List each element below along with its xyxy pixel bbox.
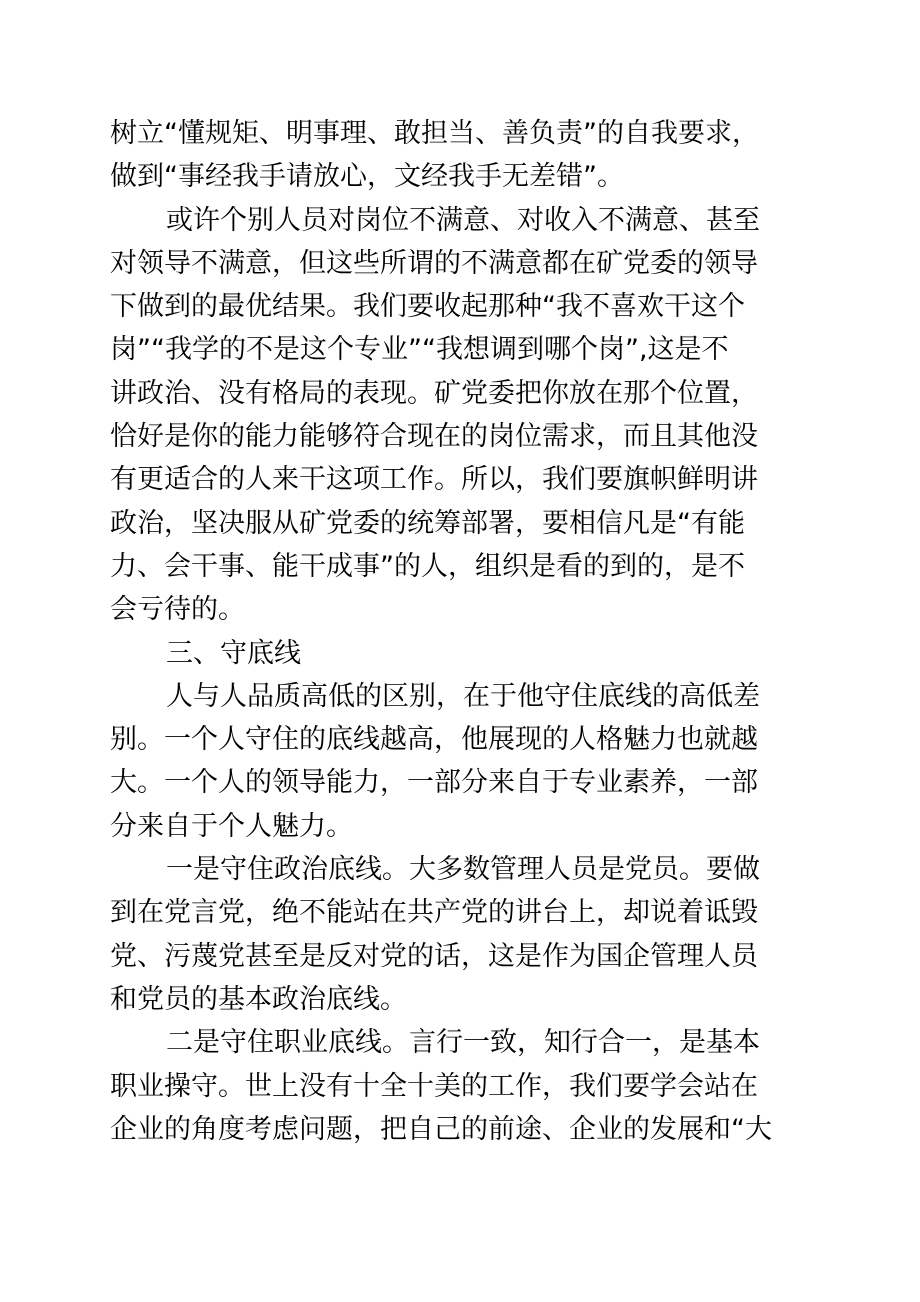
- document-body: [110, 112, 810, 1151]
- text-line: 一是守住政治底线。大多数管理人员是党员。要做: [166, 854, 760, 886]
- text-line: 职业操守。世上没有十全十美的工作，我们要学会站在: [110, 1070, 758, 1102]
- text-line: 恰好是你的能力能够符合现在的岗位需求，而且其他没: [110, 421, 758, 453]
- text-line: 三、守底线: [166, 637, 301, 669]
- text-line: 政治，坚决服从矿党委的统筹部署，要相信凡是“有能: [110, 507, 745, 539]
- text-line: 做到“事经我手请放心，文经我手无差错”。: [110, 161, 624, 193]
- text-line: 下做到的最优结果。我们要收起那种“我不喜欢干这个: [110, 291, 745, 323]
- text-line: 到在党言党，绝不能站在共产党的讲台上，却说着诋毁: [110, 897, 758, 929]
- text-line: 二是守住职业底线。言行一致，知行合一，是基本: [166, 1027, 760, 1059]
- text-line: 会亏待的。: [110, 594, 245, 626]
- text-line: 和党员的基本政治底线。: [110, 983, 407, 1015]
- text-line: 别。一个人守住的底线越高，他展现的人格魅力也就越: [110, 724, 758, 756]
- text-line: 或许个别人员对岗位不满意、对收入不满意、甚至: [166, 204, 760, 236]
- text-line: 人与人品质高低的区别，在于他守住底线的高低差: [166, 680, 760, 712]
- text-line: 树立“懂规矩、明事理、敢担当、善负责”的自我要求，: [110, 118, 759, 149]
- text-line: 企业的角度考虑问题，把自己的前途、企业的发展和“大: [110, 1113, 772, 1145]
- text-line: 分来自于个人魅力。: [110, 810, 353, 842]
- text-line: 党、污蔑党甚至是反对党的话，这是作为国企管理人员: [110, 940, 758, 972]
- text-line: 力、会干事、能干成事”的人，组织是看的到的，是不: [110, 550, 745, 582]
- text-line: 对领导不满意，但这些所谓的不满意都在矿党委的领导: [110, 247, 758, 279]
- text-line: 岗”“我学的不是这个专业”“我想调到哪个岗”,这是不: [110, 334, 729, 366]
- text-line: 讲政治、没有格局的表现。矿党委把你放在那个位置，: [110, 377, 758, 409]
- text-line: 大。一个人的领导能力，一部分来自于专业素养，一部: [110, 767, 758, 799]
- text-line: 有更适合的人来干这项工作。所以，我们要旗帜鲜明讲: [110, 464, 758, 496]
